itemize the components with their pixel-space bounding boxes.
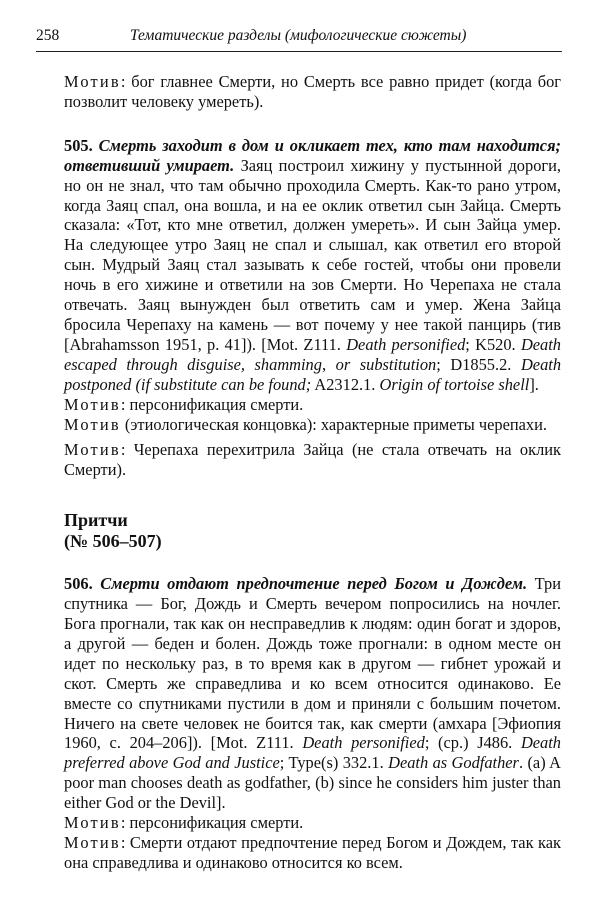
running-header <box>36 27 562 52</box>
running-title: Тематические разделы (мифологические сюжеты) <box>130 27 467 44</box>
motif-text: : Черепаха перехитрила Зайца (не стала отвечать на оклик Смерти). <box>64 440 561 480</box>
motif-label: Мотив <box>64 440 121 460</box>
entry-text: . (a) A poor man chooses death as godfather, (b) since he considers him juster than either God or the Devil]. <box>64 753 561 813</box>
entry-505-motif-3 <box>64 440 561 480</box>
entry-505 <box>64 136 561 395</box>
motif-index-name: Death preferred above God and Justice <box>64 733 561 773</box>
entry-number: 505. <box>64 135 93 155</box>
page-body <box>64 72 561 873</box>
entry-number: 506. <box>64 574 93 594</box>
intro-motif <box>64 72 561 112</box>
entry-text: ; Type(s) 332.1. <box>279 753 384 773</box>
motif-index-name: Death as Godfather <box>388 753 519 773</box>
motif-text: : бог главнее Смерти, но Смерть все равно придет (когда бог позволит человеку умереть). <box>64 72 561 111</box>
entry-text: ; K520. <box>465 334 516 354</box>
motif-index-name: or substitution <box>335 354 437 374</box>
entry-text: A2312.1. <box>311 374 376 394</box>
section-range: (№ 506–507) <box>64 531 162 552</box>
motif-label: Мотив <box>64 72 121 91</box>
entry-506 <box>64 574 561 813</box>
motif-index-name: Death postponed (if substitute can be found; <box>64 354 562 394</box>
motif-label: Мотив <box>64 394 121 414</box>
section-title: Притчи <box>64 510 128 531</box>
entry-505-motif-2 <box>64 415 561 435</box>
entry-text: ]. <box>529 374 539 394</box>
entry-text: Заяц построил хижину у пустынной дороги, но он не знал, что там обычно проходила Смерть. Как-то рано утром, когда Заяц спал, она вошла, и на ее оклик ответил сын Зайца. Смерть сказала: «Тот, кто мне ответил, должен умереть». И сын Зайца умер. На следующее утро Заяц не спал и слышал, как ответил его второй сын. Мудрый Заяц стал зазывать к себе гостей, чтобы они провели ночь в его хижине и ответили на зов Смерти. Но Черепаха не стала отвечать. Заяц вынужден был ответить сам и умер. Жена Зайца бросила Черепаху на камень — вот почему у нее такой панцирь (тив [Abrahamsson 1951, p. 41]). [Mot. Z111. <box>64 155 561 354</box>
entry-506-motif-2 <box>64 833 561 873</box>
entry-505-motif-1 <box>64 395 561 415</box>
entry-text: Три спутника — Бог, Дождь и Смерть вечером попросились на ночлег. Бога прогнали, так как он несправедлив к людям: один богат и здоров, а другой — беден и болен. Дождь тоже прогнали: в одном месте он идет по нескольку раз, в то время как в другом — гибнет урожай и скот. Смерть же справедлива и ко всем относится одинаково. Ее вместе со спутниками пустили в дом и приняли с большим почетом. Ничего на свете человек не боится так, как смерти (амхара [Эфиопия 1960, с. 204–206]). [Mot. Z111. <box>64 574 561 753</box>
entry-text: , <box>321 354 327 374</box>
motif-index-name: Death escaped through disguise, shamming <box>64 334 561 374</box>
entry-text: ; D1855.2. <box>436 354 512 374</box>
motif-label: Мотив <box>64 414 121 434</box>
entry-title: Смерть заходит в дом и окликает тех, кто там находится; ответивший умирает. <box>64 135 561 175</box>
motif-text: : персонификация смерти. <box>120 394 304 414</box>
motif-index-name: Death personified <box>346 334 466 354</box>
page-number: 258 <box>36 27 60 44</box>
entry-506-motif-1 <box>64 813 561 833</box>
motif-text: : Смерти отдают предпочтение перед Богом и Дождем, так как она справедлива и одинаково относится ко всем. <box>64 833 561 872</box>
motif-index-name: Origin of tortoise shell <box>379 374 530 394</box>
motif-label: Мотив <box>64 813 121 833</box>
entry-title: Смерти отдают предпочтение перед Богом и Дождем. <box>100 574 528 594</box>
motif-text: : персонификация смерти. <box>120 813 304 833</box>
motif-text: (этиологическая концовка): характерные приметы черепахи. <box>120 414 547 434</box>
entry-text: ; (cp.) J486. <box>424 733 513 753</box>
motif-label: Мотив <box>64 833 121 852</box>
motif-index-name: Death personified <box>302 733 425 753</box>
